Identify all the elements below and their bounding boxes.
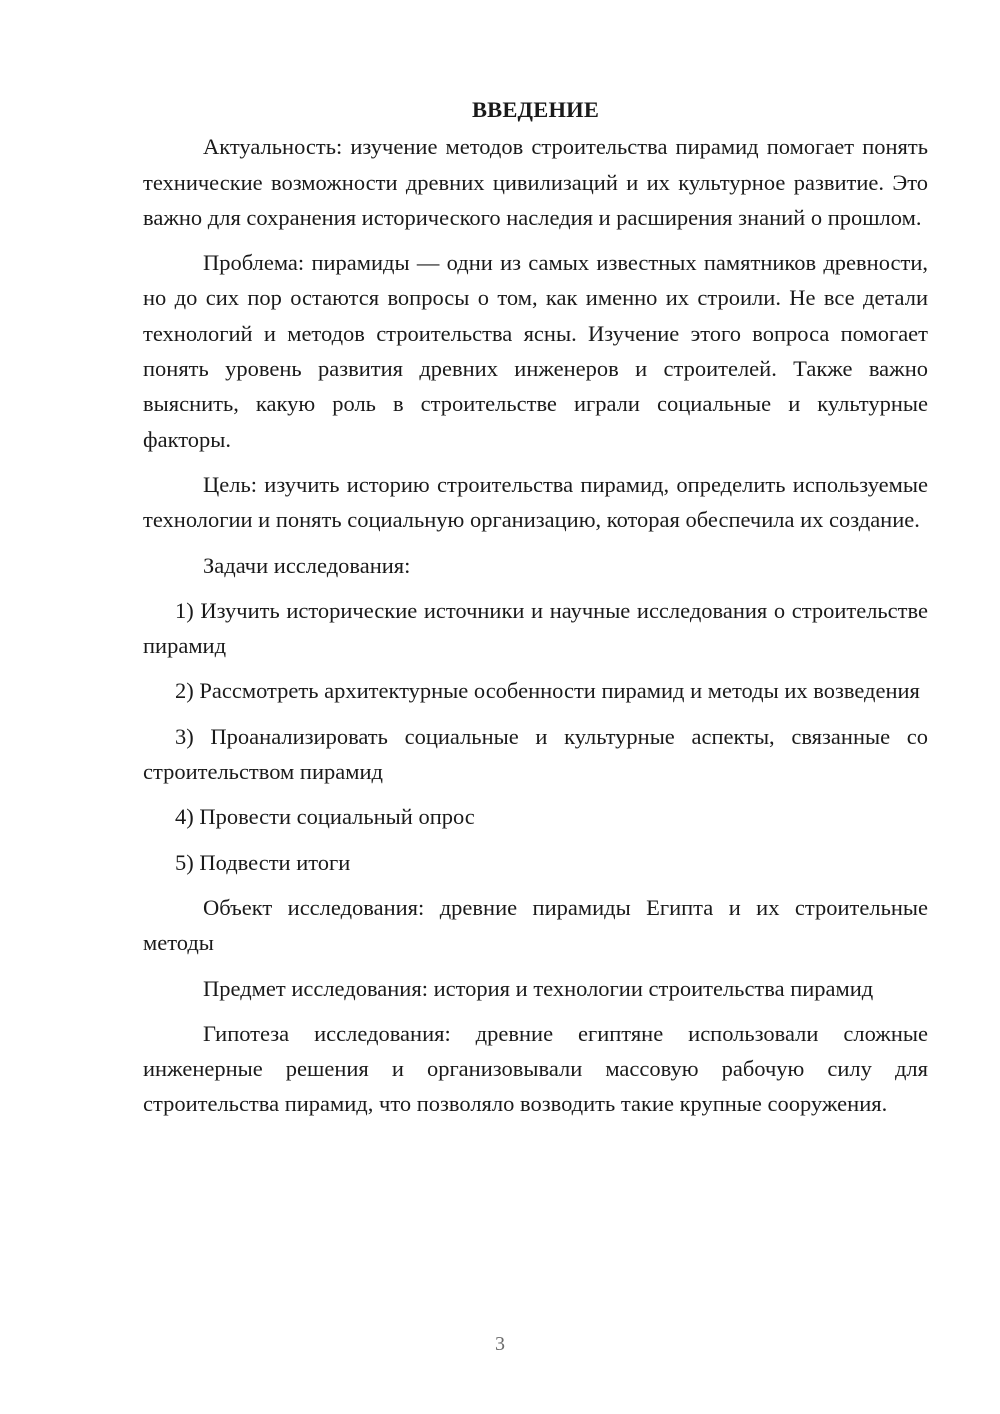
task-item: 1) Изучить исторические источники и научные исследования о строительстве пирамид <box>143 597 928 659</box>
task-item: 4) Провести социальный опрос <box>175 804 475 830</box>
task-item: 3) Проанализировать социальные и культурные аспекты, связанные со строительством пирамид <box>143 723 928 785</box>
page-number: 3 <box>495 1333 505 1355</box>
task-item: 2) Рассмотреть архитектурные особенности пирамид и методы их возведения <box>175 678 920 704</box>
object-paragraph: Объект исследования: древние пирамиды Египта и их строительные методы <box>143 894 928 956</box>
problem-paragraph: Проблема: пирамиды — одни из самых известных памятников древности, но до сих пор остаются вопросы о том, как именно их строили. Не все детали технологий и методов строительства ясны. Изучение этого вопроса помогает понять уровень развития древних инженеров и строителей. Также важно выяснить, какую роль в строительстве играли социальные и культурные факторы. <box>143 250 928 452</box>
section-heading: ВВЕДЕНИЕ <box>471 97 600 122</box>
hypothesis-paragraph: Гипотеза исследования: древние египтяне использовали сложные инженерные решения и организовывали массовую рабочую силу для строительства пирамид, что позволяло возводить такие крупные сооружения. <box>143 1020 928 1117</box>
tasks-heading: Задачи исследования: <box>203 552 411 578</box>
goal-paragraph: Цель: изучить историю строительства пирамид, определить используемые технологии и понять социальную организацию, которая обеспечила их создание. <box>143 471 928 533</box>
page-content <box>143 92 928 1132</box>
subject-paragraph: Предмет исследования: история и технологии строительства пирамид <box>203 975 874 1001</box>
task-item: 5) Подвести итоги <box>175 849 351 875</box>
relevance-paragraph: Актуальность: изучение методов строительства пирамид помогает понять технические возможности древних цивилизаций и их культурное развитие. Это важно для сохранения исторического наследия и расширения знаний о прошлом. <box>143 134 928 230</box>
